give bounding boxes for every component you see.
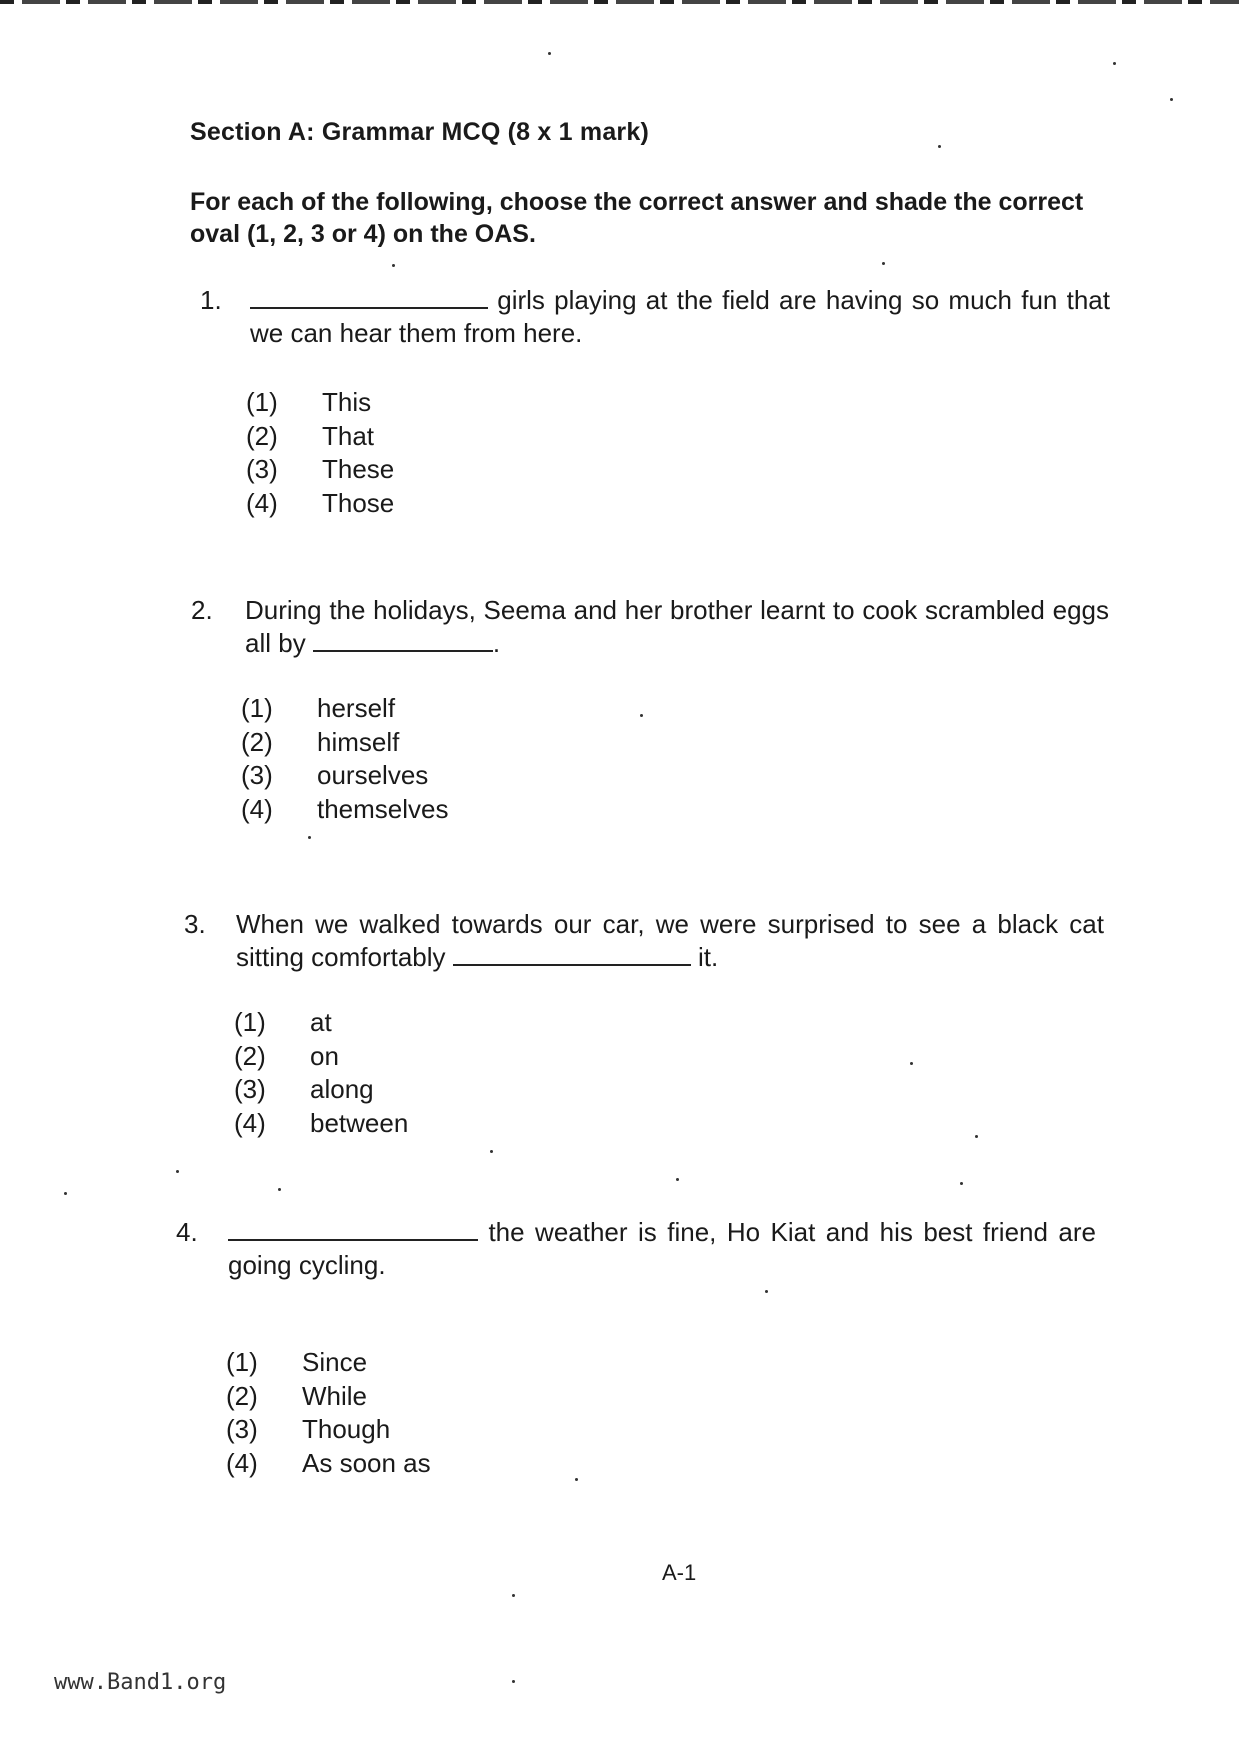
question-text — [236, 908, 1104, 974]
option-2 — [246, 420, 646, 454]
option-key: (2) — [234, 1040, 266, 1071]
option-key: (1) — [241, 693, 273, 723]
option-key: (1) — [246, 387, 278, 417]
scan-speck — [960, 1182, 963, 1185]
scan-speck — [676, 1178, 679, 1181]
options-list — [226, 1346, 626, 1480]
option-4 — [246, 487, 646, 521]
options-list — [234, 1006, 634, 1140]
option-3 — [241, 759, 641, 793]
option-key: (4) — [241, 793, 273, 824]
scan-edge-artifact — [0, 0, 1239, 4]
option-text: This — [322, 387, 372, 417]
question-text — [228, 1216, 1096, 1282]
answer-blank — [250, 285, 488, 309]
option-2 — [226, 1380, 626, 1414]
scan-speck — [392, 264, 395, 267]
option-key: (1) — [226, 1347, 258, 1377]
footer-website: www.Band1.org — [54, 1670, 227, 1695]
option-text: Though — [302, 1414, 391, 1444]
option-text: Since — [302, 1347, 368, 1377]
option-text: at — [310, 1007, 332, 1037]
answer-blank — [453, 942, 691, 966]
option-key: (1) — [234, 1007, 266, 1037]
option-key: (4) — [234, 1107, 266, 1138]
question-1 — [200, 284, 1110, 348]
option-3 — [226, 1413, 626, 1447]
scan-speck — [278, 1188, 281, 1191]
scan-speck — [176, 1170, 179, 1173]
option-text: on — [310, 1040, 339, 1071]
option-2 — [241, 726, 641, 760]
instructions: For each of the following, choose the correct answer and shade the correct oval (1, 2, 3 or 4) on the OAS. — [190, 188, 1084, 248]
option-text: These — [322, 454, 395, 484]
option-key: (3) — [234, 1074, 266, 1104]
scan-speck — [910, 1062, 913, 1065]
answer-blank — [313, 628, 493, 652]
option-text: himself — [317, 726, 400, 757]
scan-speck — [1170, 98, 1173, 101]
scan-speck — [512, 1680, 515, 1683]
option-2 — [234, 1040, 634, 1074]
question-text-after-blank: it. — [690, 942, 719, 972]
question-number: 1. — [200, 285, 222, 315]
option-3 — [234, 1073, 634, 1107]
question-text-before-blank: When we walked towards our car, we were surprised to see a black cat sitting comfortably — [236, 909, 1104, 972]
option-1 — [241, 692, 641, 726]
scan-speck — [882, 262, 885, 265]
option-text: While — [302, 1380, 368, 1411]
options-list — [241, 692, 641, 826]
option-4 — [241, 793, 641, 827]
question-number: 2. — [191, 595, 213, 625]
question-number: 3. — [184, 909, 206, 939]
option-4 — [234, 1107, 634, 1141]
page-number: A-1 — [662, 1560, 697, 1585]
option-text: along — [310, 1074, 374, 1104]
scan-speck — [765, 1290, 768, 1293]
option-key: (3) — [241, 760, 273, 790]
option-3 — [246, 453, 646, 487]
question-text-after-blank: . — [492, 628, 501, 658]
option-4 — [226, 1447, 626, 1481]
option-text: That — [322, 420, 375, 451]
option-text: between — [310, 1107, 409, 1138]
question-text-after-blank: girls playing at the field are having so much fun that we can hear them from here. — [250, 285, 1110, 348]
option-key: (3) — [246, 454, 278, 484]
question-text-before-blank: During the holidays, Seema and her brother learnt to cook scrambled eggs all by — [245, 595, 1109, 658]
section-title: Section A: Grammar MCQ (8 x 1 mark) — [190, 118, 649, 146]
question-number: 4. — [176, 1217, 198, 1247]
option-text: As soon as — [302, 1447, 431, 1478]
scan-speck — [308, 836, 311, 839]
question-text-after-blank: the weather is fine, Ho Kiat and his best friend are going cycling. — [228, 1217, 1096, 1280]
option-key: (4) — [246, 487, 278, 518]
option-1 — [246, 386, 646, 420]
option-key: (2) — [226, 1380, 258, 1411]
scan-speck — [64, 1192, 67, 1195]
question-2 — [191, 594, 1109, 660]
scan-speck — [512, 1594, 515, 1597]
option-text: Those — [322, 487, 395, 518]
option-text: themselves — [317, 793, 449, 824]
scan-speck — [975, 1135, 978, 1138]
question-text — [250, 284, 1110, 350]
question-text — [245, 594, 1109, 660]
option-1 — [226, 1346, 626, 1380]
question-4 — [176, 1216, 1096, 1282]
scan-speck — [548, 52, 551, 55]
scan-speck — [490, 1150, 493, 1153]
option-key: (2) — [246, 420, 278, 451]
option-text: herself — [317, 693, 396, 723]
option-key: (4) — [226, 1447, 258, 1478]
answer-blank — [228, 1217, 478, 1241]
option-key: (2) — [241, 726, 273, 757]
options-list — [246, 386, 646, 520]
question-3 — [184, 908, 1104, 974]
scan-speck — [1113, 62, 1116, 65]
option-1 — [234, 1006, 634, 1040]
option-key: (3) — [226, 1414, 258, 1444]
option-text: ourselves — [317, 760, 429, 790]
scan-speck — [938, 145, 941, 148]
